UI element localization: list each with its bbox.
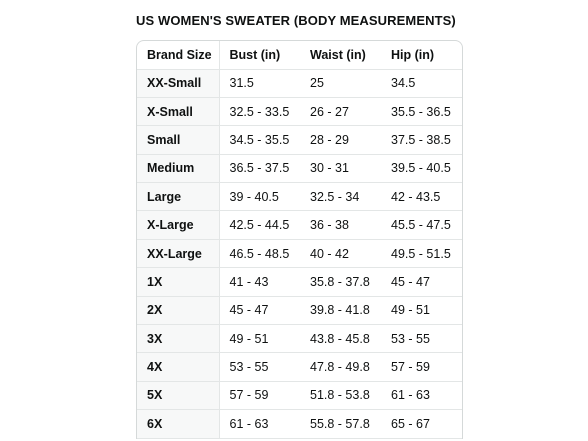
size-cell: 3X: [137, 325, 219, 353]
size-cell: 1X: [137, 268, 219, 296]
bust-cell: 57 - 59: [219, 381, 300, 409]
table-row: [137, 154, 462, 182]
header-bust: Bust (in): [219, 41, 300, 69]
hip-cell: 35.5 - 36.5: [381, 97, 462, 125]
size-cell: 5X: [137, 381, 219, 409]
bust-cell: 36.5 - 37.5: [219, 154, 300, 182]
waist-cell: 40 - 42: [300, 239, 381, 267]
hip-cell: 45 - 47: [381, 268, 462, 296]
bust-cell: 31.5: [219, 69, 300, 97]
size-cell: Medium: [137, 154, 219, 182]
size-cell: X-Large: [137, 211, 219, 239]
size-cell: Large: [137, 183, 219, 211]
waist-cell: 35.8 - 37.8: [300, 268, 381, 296]
page-title: US WOMEN'S SWEATER (BODY MEASUREMENTS): [136, 13, 456, 28]
size-cell: X-Small: [137, 97, 219, 125]
table-row: [137, 410, 462, 438]
table-row: [137, 126, 462, 154]
table-row: [137, 268, 462, 296]
bust-cell: 32.5 - 33.5: [219, 97, 300, 125]
hip-cell: 53 - 55: [381, 325, 462, 353]
hip-cell: 45.5 - 47.5: [381, 211, 462, 239]
waist-cell: 26 - 27: [300, 97, 381, 125]
bust-cell: 53 - 55: [219, 353, 300, 381]
table-row: [137, 325, 462, 353]
size-cell: XX-Small: [137, 69, 219, 97]
hip-cell: 39.5 - 40.5: [381, 154, 462, 182]
bust-cell: 34.5 - 35.5: [219, 126, 300, 154]
bust-cell: 41 - 43: [219, 268, 300, 296]
bust-cell: 49 - 51: [219, 325, 300, 353]
table-row: [137, 97, 462, 125]
waist-cell: 39.8 - 41.8: [300, 296, 381, 324]
size-chart-table-container: [136, 40, 463, 439]
table-row: [137, 211, 462, 239]
hip-cell: 61 - 63: [381, 381, 462, 409]
table-row: [137, 296, 462, 324]
waist-cell: 55.8 - 57.8: [300, 410, 381, 438]
bust-cell: 61 - 63: [219, 410, 300, 438]
waist-cell: 30 - 31: [300, 154, 381, 182]
table-row: [137, 239, 462, 267]
size-cell: 6X: [137, 410, 219, 438]
size-cell: 4X: [137, 353, 219, 381]
waist-cell: 25: [300, 69, 381, 97]
hip-cell: 49 - 51: [381, 296, 462, 324]
waist-cell: 32.5 - 34: [300, 183, 381, 211]
table-row: [137, 183, 462, 211]
size-cell: XX-Large: [137, 239, 219, 267]
waist-cell: 43.8 - 45.8: [300, 325, 381, 353]
size-cell: 2X: [137, 296, 219, 324]
table-body: [137, 69, 462, 438]
hip-cell: 65 - 67: [381, 410, 462, 438]
table-row: [137, 69, 462, 97]
hip-cell: 34.5: [381, 69, 462, 97]
header-brand-size: Brand Size: [137, 41, 219, 69]
size-chart-table: [137, 41, 462, 439]
size-cell: Small: [137, 126, 219, 154]
bust-cell: 39 - 40.5: [219, 183, 300, 211]
bust-cell: 42.5 - 44.5: [219, 211, 300, 239]
bust-cell: 46.5 - 48.5: [219, 239, 300, 267]
waist-cell: 36 - 38: [300, 211, 381, 239]
table-row: [137, 381, 462, 409]
hip-cell: 57 - 59: [381, 353, 462, 381]
header-hip: Hip (in): [381, 41, 462, 69]
waist-cell: 47.8 - 49.8: [300, 353, 381, 381]
waist-cell: 51.8 - 53.8: [300, 381, 381, 409]
header-waist: Waist (in): [300, 41, 381, 69]
table-row: [137, 353, 462, 381]
hip-cell: 42 - 43.5: [381, 183, 462, 211]
hip-cell: 37.5 - 38.5: [381, 126, 462, 154]
hip-cell: 49.5 - 51.5: [381, 239, 462, 267]
table-header-row: [137, 41, 462, 69]
bust-cell: 45 - 47: [219, 296, 300, 324]
waist-cell: 28 - 29: [300, 126, 381, 154]
